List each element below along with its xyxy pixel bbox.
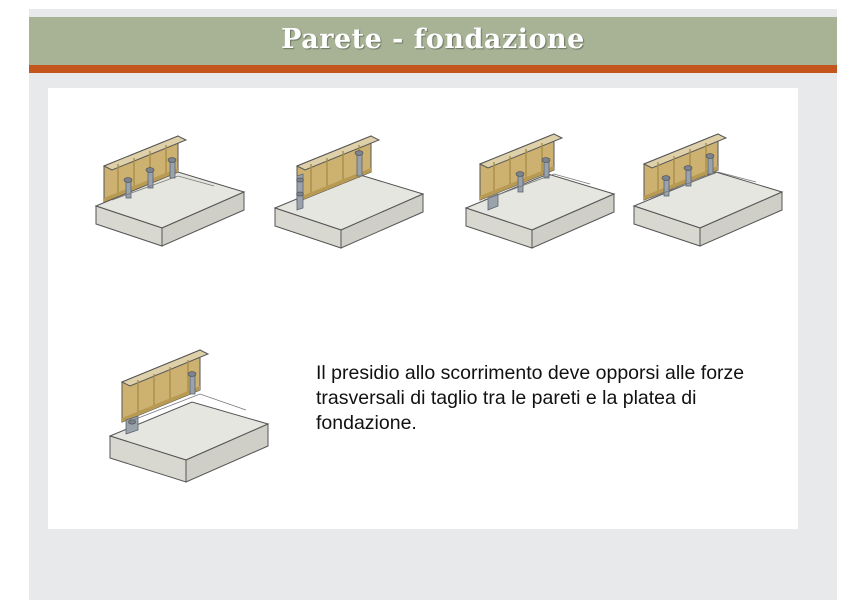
wall-foundation-detail-1 — [66, 114, 241, 254]
title-band — [29, 17, 837, 65]
left-margin — [0, 0, 29, 600]
title-underline-rule — [29, 65, 837, 73]
bottom-margin — [29, 575, 837, 600]
wall-foundation-detail-5 — [96, 336, 271, 476]
content-card — [48, 88, 798, 529]
right-margin — [837, 0, 866, 600]
wall-foundation-detail-4 — [610, 114, 785, 254]
figure-row-top — [48, 106, 798, 256]
wall-foundation-detail-2 — [253, 114, 428, 254]
wall-foundation-detail-3 — [440, 114, 615, 254]
slide-caption: Il presidio allo scorrimento deve opporsi alle forze trasversali di taglio tra le pareti e la platea di fondazione. — [316, 362, 745, 434]
top-margin — [0, 0, 866, 9]
page-title: Parete - fondazione — [281, 24, 585, 55]
